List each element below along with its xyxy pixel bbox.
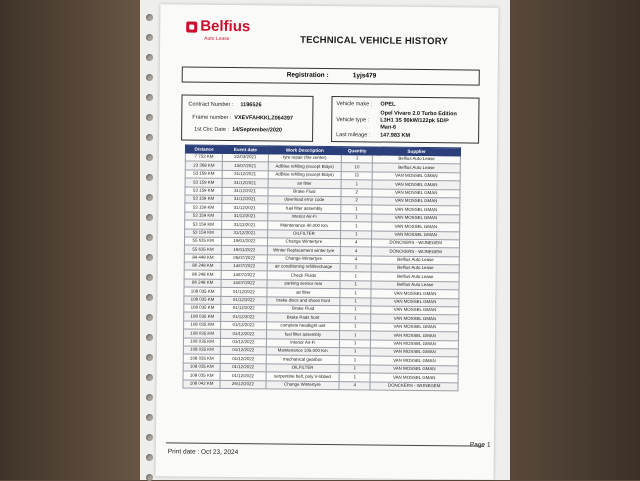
cell-quantity: 1 bbox=[340, 264, 371, 273]
cell-work-description: OILFILTER bbox=[267, 229, 341, 238]
cell-quantity: 1 bbox=[340, 289, 371, 298]
cell-event-date: 01/12/2022 bbox=[221, 288, 266, 297]
contract-label: Contract Number : bbox=[188, 101, 234, 109]
punch-hole bbox=[146, 34, 153, 41]
cell-distance: 53 159 KM bbox=[185, 195, 222, 204]
cell-event-date: 31/12/2021 bbox=[222, 179, 267, 188]
cell-event-date: 26/12/2022 bbox=[220, 380, 265, 389]
punch-hole bbox=[146, 214, 153, 221]
punch-holes bbox=[146, 0, 156, 480]
cell-event-date: 01/12/2022 bbox=[221, 313, 266, 322]
cell-supplier: Belfius Auto Lease bbox=[372, 264, 460, 273]
cell-quantity: 1 bbox=[341, 230, 372, 239]
cell-supplier: DONCKERS - WIJNEGEM bbox=[372, 247, 460, 256]
first-circ-label: 1st Circ Date : bbox=[194, 126, 230, 133]
punch-hole bbox=[146, 454, 153, 461]
cell-work-description: Change Wintertyre bbox=[267, 255, 341, 264]
background-left bbox=[0, 0, 150, 480]
contract-value: 1196526 bbox=[240, 102, 262, 109]
cell-quantity: 1 bbox=[339, 356, 370, 365]
punch-hole bbox=[146, 394, 153, 401]
cell-quantity: 11 bbox=[341, 171, 372, 180]
cell-supplier: VAN MOSSEL GMAN bbox=[372, 230, 460, 239]
punch-hole bbox=[146, 414, 153, 421]
mileage-label: Last mileage : bbox=[336, 132, 371, 139]
header-quantity: Quantity bbox=[342, 147, 373, 155]
punch-hole bbox=[146, 94, 153, 101]
frame-value: VXEVFAHKKLZ064397 bbox=[234, 115, 294, 122]
cell-supplier: VAN MOSSEL GMAN bbox=[371, 348, 459, 357]
punch-hole bbox=[146, 14, 153, 21]
cell-quantity: 1 bbox=[341, 222, 372, 231]
frame-label: Frame number : bbox=[192, 114, 232, 121]
cell-supplier: VAN MOSSEL GMAN bbox=[372, 222, 460, 231]
background-right bbox=[490, 0, 640, 480]
cell-supplier: Belfius Auto Lease bbox=[371, 272, 459, 281]
cell-supplier: Belfius Auto Lease bbox=[373, 163, 461, 172]
cell-distance: 108 035 KM bbox=[183, 346, 220, 355]
cell-quantity: 1 bbox=[341, 155, 372, 164]
brand-sub: Auto Lease bbox=[204, 35, 230, 42]
cell-distance: 23 368 KM bbox=[185, 161, 222, 170]
cell-event-date: 01/12/2022 bbox=[221, 321, 266, 330]
cell-work-description: complete headlight unit bbox=[266, 322, 340, 331]
cell-work-description: mechanical gearbox bbox=[266, 355, 340, 364]
document-title: TECHNICAL VEHICLE HISTORY bbox=[300, 34, 449, 48]
make-label: Vehicle make : bbox=[336, 101, 373, 108]
cell-distance: 53 159 KM bbox=[185, 229, 222, 238]
cell-work-description: serpentine belt, poly V-ribbed bbox=[266, 372, 340, 381]
header-distance: Distance bbox=[185, 145, 222, 153]
cell-supplier: VAN MOSSEL GMAN bbox=[371, 314, 459, 323]
cell-distance: 53 159 KM bbox=[185, 220, 222, 229]
vehicle-info-box bbox=[331, 96, 479, 144]
cell-quantity: 1 bbox=[340, 297, 371, 306]
cell-quantity: 4 bbox=[339, 381, 370, 390]
cell-distance: 55 635 KM bbox=[184, 245, 221, 254]
cell-quantity: 4 bbox=[340, 255, 371, 264]
punch-hole bbox=[146, 254, 153, 261]
cell-event-date: 05/07/2022 bbox=[222, 254, 267, 263]
type-value-line-3: Man-6 bbox=[380, 124, 397, 131]
cell-event-date: 19/01/2022 bbox=[222, 237, 267, 246]
cell-event-date: 01/12/2022 bbox=[220, 372, 265, 381]
registration-box bbox=[182, 66, 480, 85]
cell-distance: 108 035 KM bbox=[183, 338, 220, 347]
cell-distance: 108 035 KM bbox=[184, 312, 221, 321]
cell-quantity: 2 bbox=[341, 197, 372, 206]
cell-supplier: VAN MOSSEL GMAN bbox=[371, 356, 459, 365]
cell-quantity: 1 bbox=[339, 348, 370, 357]
cell-supplier: VAN MOSSEL GMAN bbox=[371, 340, 459, 349]
registration-label: Registration : bbox=[286, 71, 329, 80]
cell-quantity: 1 bbox=[339, 364, 370, 373]
cell-supplier: VAN MOSSEL GMAN bbox=[371, 323, 459, 332]
punch-hole bbox=[146, 434, 153, 441]
cell-supplier: VAN MOSSEL GMAN bbox=[372, 180, 460, 189]
cell-work-description: Change Wintertyre bbox=[267, 238, 341, 247]
cell-distance: 84 449 KM bbox=[184, 254, 221, 263]
punch-hole bbox=[146, 134, 153, 141]
mileage-value: 147.983 KM bbox=[380, 132, 411, 139]
cell-supplier: VAN MOSSEL GMAN bbox=[371, 331, 459, 340]
print-date: Print date : Oct 23, 2024 bbox=[167, 448, 239, 457]
cell-work-description: Maintenance 40.000 Km bbox=[267, 221, 341, 230]
cell-quantity: 1 bbox=[341, 205, 372, 214]
cell-quantity: 1 bbox=[340, 322, 371, 331]
cell-supplier: VAN MOSSEL GMAN bbox=[372, 197, 460, 206]
cell-event-date: 31/12/2021 bbox=[222, 221, 267, 230]
cell-event-date: 31/12/2021 bbox=[222, 187, 267, 196]
cell-event-date: 31/12/2021 bbox=[222, 229, 267, 238]
cell-quantity: 1 bbox=[339, 373, 370, 382]
cell-supplier: DONCKERS - WIJNEGEM bbox=[370, 382, 458, 391]
cell-work-description: tyre repair (fire center) bbox=[268, 154, 342, 163]
cell-distance: 86 248 KM bbox=[184, 279, 221, 288]
header-event-date: Event date bbox=[223, 145, 268, 153]
type-value-line-2: L3H1 3S 90kW/122pk 5D/P bbox=[380, 117, 449, 125]
cell-supplier: VAN MOSSEL GMAN bbox=[370, 365, 458, 374]
table-row bbox=[183, 380, 458, 391]
cell-distance: 53 159 KM bbox=[185, 178, 222, 187]
cell-distance: 108 035 KM bbox=[184, 321, 221, 330]
cell-distance: 108 035 KM bbox=[184, 304, 221, 313]
cell-event-date: 01/12/2022 bbox=[221, 346, 266, 355]
footer-divider bbox=[166, 442, 484, 446]
cell-distance: 7 753 KM bbox=[185, 153, 222, 162]
cell-event-date: 31/12/2021 bbox=[222, 204, 267, 213]
cell-event-date: 01/12/2022 bbox=[220, 355, 265, 364]
cell-supplier: VAN MOSSEL GMAN bbox=[371, 306, 459, 315]
cell-quantity: 10 bbox=[341, 163, 372, 172]
cell-distance: 108 035 KM bbox=[183, 371, 220, 380]
cell-event-date: 14/07/2022 bbox=[221, 279, 266, 288]
cell-work-description: Winter Replacement winter tyre bbox=[267, 246, 341, 255]
cell-work-description: fuel filter assembly bbox=[266, 330, 340, 339]
cell-work-description: Interior Air-Fi bbox=[266, 338, 340, 347]
brand-name: Belfius bbox=[200, 17, 251, 36]
cell-event-date: 31/12/2021 bbox=[222, 170, 267, 179]
cell-quantity: 4 bbox=[341, 239, 372, 248]
cell-distance: 53 159 KM bbox=[185, 187, 222, 196]
cell-quantity: 1 bbox=[340, 339, 371, 348]
punch-hole bbox=[146, 374, 153, 381]
cell-supplier: VAN MOSSEL GMAN bbox=[372, 214, 460, 223]
cell-work-description: Check Fluids bbox=[267, 271, 341, 280]
cell-work-description: Brake Pads front bbox=[266, 313, 340, 322]
cell-distance: 108 035 KM bbox=[183, 329, 220, 338]
cell-event-date: 31/12/2021 bbox=[222, 195, 267, 204]
cell-work-description: air filter bbox=[268, 179, 342, 188]
cell-work-description: Interior Air-Fi bbox=[267, 213, 341, 222]
cell-distance: 108 035 KM bbox=[184, 287, 221, 296]
cell-distance: 108 035 KM bbox=[183, 354, 220, 363]
punch-hole bbox=[146, 354, 153, 361]
cell-quantity: 4 bbox=[340, 247, 371, 256]
cell-supplier: Belfius Auto Lease bbox=[373, 155, 461, 164]
cell-event-date: 01/12/2022 bbox=[221, 330, 266, 339]
punch-hole bbox=[146, 334, 153, 341]
cell-quantity: 1 bbox=[341, 180, 372, 189]
punch-hole bbox=[146, 54, 153, 61]
belfius-logo-icon bbox=[186, 22, 197, 33]
cell-supplier: Belfius Auto Lease bbox=[371, 281, 459, 290]
belfius-logo bbox=[186, 19, 250, 35]
cell-work-description: air conditioning refill/recharge bbox=[267, 263, 341, 272]
cell-supplier: VAN MOSSEL GMAN bbox=[371, 298, 459, 307]
type-label: Vehicle type : bbox=[336, 117, 370, 124]
history-table bbox=[182, 145, 461, 392]
punch-hole bbox=[146, 154, 153, 161]
cell-work-description: fuel filter assembly bbox=[267, 204, 341, 213]
cell-supplier: VAN MOSSEL GMAN bbox=[372, 172, 460, 181]
page-number: Page 1 bbox=[469, 441, 491, 449]
cell-event-date: 22/03/2021 bbox=[223, 153, 268, 162]
cell-work-description: OILFILTER bbox=[266, 364, 340, 373]
cell-event-date: 19/01/2022 bbox=[222, 246, 267, 255]
cell-work-description: AdBlue refilling (except Eldys) bbox=[268, 162, 342, 171]
header-work-description: Work Description bbox=[268, 146, 342, 155]
registration-value: 1yjs479 bbox=[352, 72, 377, 80]
cell-event-date: 14/07/2022 bbox=[221, 271, 266, 280]
type-value-line-1: Opel Vivaro 2.0 Turbo Edition bbox=[380, 110, 457, 118]
cell-distance: 108 035 KM bbox=[183, 363, 220, 372]
punch-hole bbox=[146, 274, 153, 281]
cell-supplier: VAN MOSSEL GMAN bbox=[372, 205, 460, 214]
cell-event-date: 13/07/2021 bbox=[223, 162, 268, 171]
cell-work-description: download error code bbox=[267, 196, 341, 205]
cell-supplier: VAN MOSSEL GMAN bbox=[372, 189, 460, 198]
first-circ-value: 14/September/2020 bbox=[232, 127, 283, 134]
cell-distance: 108 035 KM bbox=[184, 296, 221, 305]
cell-work-description: Brake Fluid bbox=[268, 187, 342, 196]
cell-distance: 53 159 KM bbox=[185, 212, 222, 221]
cell-distance: 108 042 KM bbox=[183, 380, 220, 389]
cell-work-description: Brake Fluid bbox=[266, 305, 340, 314]
punch-hole bbox=[146, 314, 153, 321]
cell-work-description: Change Wintertyre bbox=[266, 380, 340, 389]
cell-event-date: 14/07/2022 bbox=[221, 262, 266, 271]
cell-supplier: Belfius Auto Lease bbox=[372, 256, 460, 265]
cell-quantity: 1 bbox=[341, 213, 372, 222]
punch-hole bbox=[146, 294, 153, 301]
cell-work-description: Maintenance 105.000 Km bbox=[266, 347, 340, 356]
cell-event-date: 01/12/2022 bbox=[220, 363, 265, 372]
cell-distance: 53 159 KM bbox=[185, 170, 222, 179]
cell-distance: 86 248 KM bbox=[184, 270, 221, 279]
cell-distance: 55 635 KM bbox=[184, 237, 221, 246]
punch-hole bbox=[146, 234, 153, 241]
cell-quantity: 1 bbox=[340, 306, 371, 315]
cell-quantity: 1 bbox=[340, 314, 371, 323]
make-value: OPEL bbox=[380, 101, 396, 108]
punch-hole bbox=[146, 174, 153, 181]
cell-distance: 86 248 KM bbox=[184, 262, 221, 271]
cell-event-date: 01/12/2022 bbox=[221, 296, 266, 305]
punch-hole bbox=[146, 194, 153, 201]
cell-work-description: air filter bbox=[267, 288, 341, 297]
cell-work-description: brake discs and shoes front bbox=[266, 297, 340, 306]
cell-event-date: 01/12/2022 bbox=[221, 338, 266, 347]
cell-work-description: parking sensor rear bbox=[267, 280, 341, 289]
cell-supplier: DONCKERS - WIJNEGEM bbox=[372, 239, 460, 248]
cell-supplier: VAN MOSSEL GMAN bbox=[370, 373, 458, 382]
punch-hole bbox=[146, 74, 153, 81]
cell-quantity: 1 bbox=[340, 331, 371, 340]
punch-hole bbox=[146, 114, 153, 121]
contract-info-box bbox=[181, 94, 313, 141]
cell-event-date: 01/12/2022 bbox=[221, 304, 266, 313]
cell-event-date: 31/12/2021 bbox=[222, 212, 267, 221]
header-supplier: Supplier bbox=[373, 147, 461, 156]
cell-quantity: 2 bbox=[341, 188, 372, 197]
cell-quantity: 1 bbox=[340, 280, 371, 289]
document-page bbox=[156, 4, 499, 480]
cell-distance: 53 159 KM bbox=[185, 203, 222, 212]
cell-supplier: VAN MOSSEL GMAN bbox=[371, 289, 459, 298]
cell-work-description: AdBlue refilling (except Eldys) bbox=[268, 171, 342, 180]
cell-quantity: 1 bbox=[340, 272, 371, 281]
